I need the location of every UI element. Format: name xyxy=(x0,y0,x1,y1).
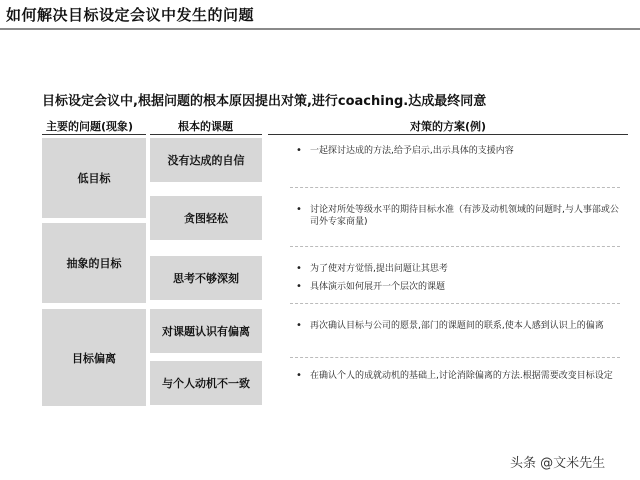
solution-list xyxy=(296,263,626,299)
divider xyxy=(290,357,620,358)
subtitle: 目标设定会议中,根据问题的根本原因提出对策,进行coaching.达成最终同意 xyxy=(42,94,487,109)
solution-list xyxy=(296,320,626,338)
issue-box: 贪图轻松 xyxy=(150,196,262,240)
solution-list xyxy=(296,370,626,388)
divider xyxy=(290,187,620,188)
header-problem: 主要的问题(现象) xyxy=(46,120,134,133)
header-solution: 对策的方案(例) xyxy=(410,120,487,133)
solution-item: • 具体演示如何展开一个层次的课题 xyxy=(296,281,626,293)
watermark: 头条 @文米先生 xyxy=(510,456,606,471)
header-underline-1 xyxy=(42,134,146,135)
header-issue: 根本的课题 xyxy=(178,120,233,133)
issue-box: 对课题认识有偏离 xyxy=(150,309,262,353)
header-underline-2 xyxy=(150,134,262,135)
page-title: 如何解决目标设定会议中发生的问题 xyxy=(6,6,255,24)
problem-box: 目标偏离 xyxy=(42,309,146,406)
solution-item: • 再次确认目标与公司的愿景,部门的课题间的联系,使本人感到认识上的偏离 xyxy=(296,320,626,332)
solution-item: • 讨论对所处等级水平的期待目标水准（有涉及动机领域的问题时,与人事部或公司外专家商量) xyxy=(296,204,626,228)
issue-box: 与个人动机不一致 xyxy=(150,361,262,405)
problem-box: 低目标 xyxy=(42,138,146,218)
problem-box: 抽象的目标 xyxy=(42,223,146,303)
issue-box: 思考不够深刻 xyxy=(150,256,262,300)
divider xyxy=(290,246,620,247)
divider xyxy=(290,303,620,304)
issue-box: 没有达成的自信 xyxy=(150,138,262,182)
solution-list xyxy=(296,145,626,163)
solution-item: • 为了使对方觉悟,提出问题让其思考 xyxy=(296,263,626,275)
solution-item: • 一起探讨达成的方法,给予启示,出示具体的支援内容 xyxy=(296,145,626,157)
title-rule xyxy=(0,28,640,30)
header-underline-3 xyxy=(268,134,628,135)
solution-item: • 在确认个人的成就动机的基础上,讨论消除偏离的方法.根据需要改变目标设定 xyxy=(296,370,626,382)
solution-list xyxy=(296,204,626,234)
